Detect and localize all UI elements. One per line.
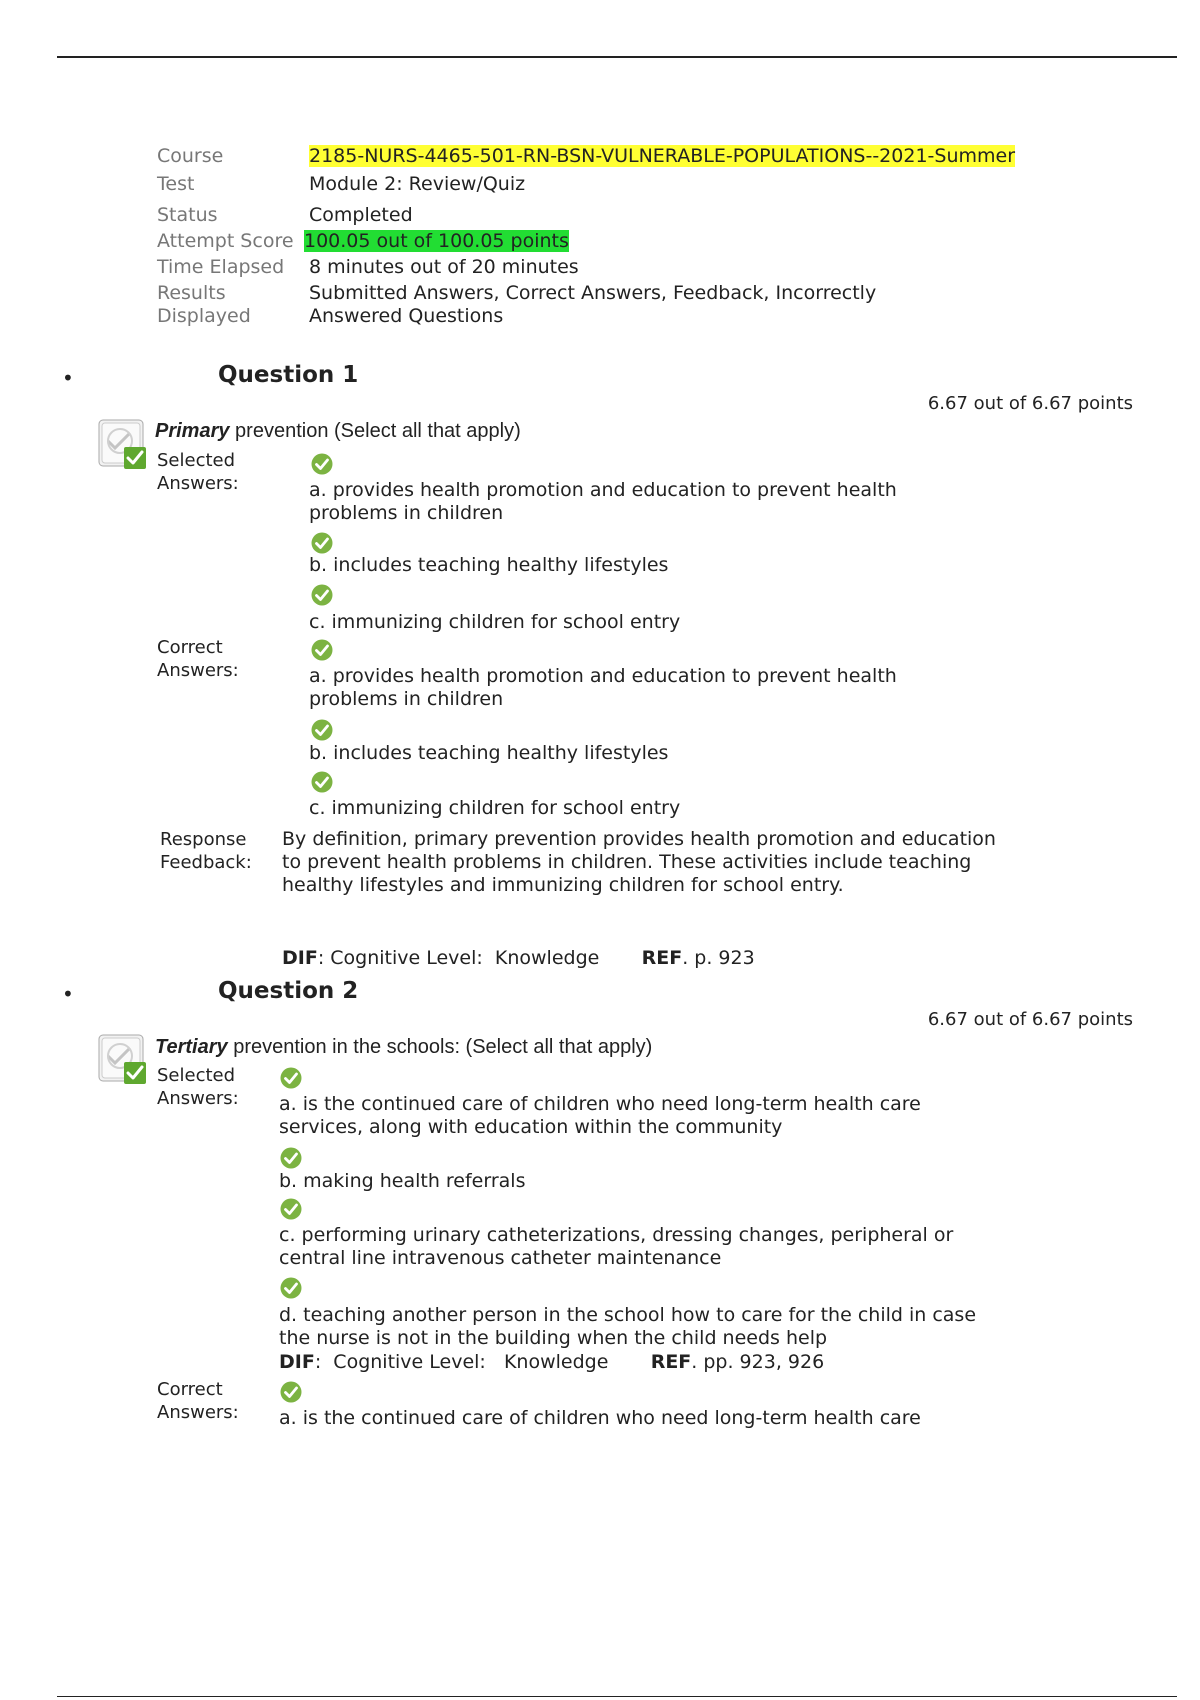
- status-value: Completed: [309, 204, 413, 226]
- q1-response-feedback: By definition, primary prevention provides health promotion and education to prevent health problems in children. These activities include teaching healthy lifestyles and immunizing children for school entry.: [282, 828, 996, 896]
- correct-check-icon: [280, 1067, 302, 1089]
- question-correct-icon: [98, 1034, 148, 1086]
- q2-difficulty-reference: DIF: Cognitive Level: Knowledge REF. pp. 923, 926: [279, 1351, 825, 1373]
- selected-answers-label: Selected Answers:: [157, 450, 239, 494]
- status-label: Status: [157, 204, 218, 226]
- q2-selected-answer-c: c. performing urinary catheterizations, dressing changes, peripheral or central line intravenous catheter maintenance: [279, 1224, 954, 1269]
- q2-selected-answer-b: b. making health referrals: [279, 1170, 526, 1192]
- attempt-summary: [157, 145, 1057, 333]
- question-1-prompt: Primary prevention (Select all that apply): [155, 420, 521, 442]
- top-rule: [57, 56, 1177, 58]
- response-feedback-label: Response Feedback:: [160, 829, 252, 873]
- time-label: Time Elapsed: [157, 256, 285, 278]
- question-2-prompt: Tertiary prevention in the schools: (Select all that apply): [155, 1036, 653, 1058]
- q2-selected-answer-a: a. is the continued care of children who need long-term health care services, along with education within the community: [279, 1093, 921, 1138]
- correct-check-icon: [280, 1277, 302, 1299]
- question-2-points: 6.67 out of 6.67 points: [927, 1009, 1133, 1030]
- question-1-title: Question 1: [218, 362, 359, 388]
- correct-answers-label: Correct Answers:: [157, 1379, 239, 1423]
- correct-check-icon: [280, 1381, 302, 1403]
- bullet: •: [62, 982, 74, 1006]
- bottom-rule: [57, 1696, 1177, 1697]
- correct-check-icon: [311, 532, 333, 554]
- correct-check-icon: [311, 771, 333, 793]
- test-value: Module 2: Review/Quiz: [309, 173, 526, 195]
- course-label: Course: [157, 145, 224, 167]
- correct-check-icon: [311, 584, 333, 606]
- score-label: Attempt Score: [157, 230, 294, 252]
- correct-check-icon: [311, 719, 333, 741]
- correct-answers-label: Correct Answers:: [157, 637, 239, 681]
- question-1-points: 6.67 out of 6.67 points: [927, 393, 1133, 414]
- correct-check-icon: [280, 1147, 302, 1169]
- results-label: Results Displayed: [157, 282, 251, 327]
- q1-selected-answer-c: c. immunizing children for school entry: [309, 611, 681, 633]
- question-2-title: Question 2: [218, 978, 359, 1004]
- course-value: 2185-NURS-4465-501-RN-BSN-VULNERABLE-POPULATIONS--2021-Summer: [309, 145, 1016, 167]
- q1-difficulty-reference: DIF: Cognitive Level: Knowledge REF. p. 923: [282, 947, 755, 969]
- q1-correct-answer-a: a. provides health promotion and education to prevent health problems in children: [309, 665, 897, 710]
- q1-selected-answer-b: b. includes teaching healthy lifestyles: [309, 554, 669, 576]
- correct-check-icon: [311, 453, 333, 475]
- q2-correct-answer-a: a. is the continued care of children who need long-term health care: [279, 1407, 921, 1429]
- q1-selected-answer-a: a. provides health promotion and education to prevent health problems in children: [309, 479, 897, 524]
- score-value: 100.05 out of 100.05 points: [304, 230, 569, 252]
- time-value: 8 minutes out of 20 minutes: [309, 256, 579, 278]
- q1-correct-answer-c: c. immunizing children for school entry: [309, 797, 681, 819]
- correct-check-icon: [280, 1198, 302, 1220]
- q1-correct-answer-b: b. includes teaching healthy lifestyles: [309, 742, 669, 764]
- question-correct-icon: [98, 419, 148, 471]
- test-label: Test: [157, 173, 195, 195]
- correct-check-icon: [311, 639, 333, 661]
- selected-answers-label: Selected Answers:: [157, 1065, 239, 1109]
- results-value: Submitted Answers, Correct Answers, Feedback, Incorrectly Answered Questions: [309, 282, 877, 327]
- q2-selected-answer-d: d. teaching another person in the school how to care for the child in case the nurse is not in the building when the child needs help: [279, 1304, 977, 1349]
- bullet: •: [62, 366, 74, 390]
